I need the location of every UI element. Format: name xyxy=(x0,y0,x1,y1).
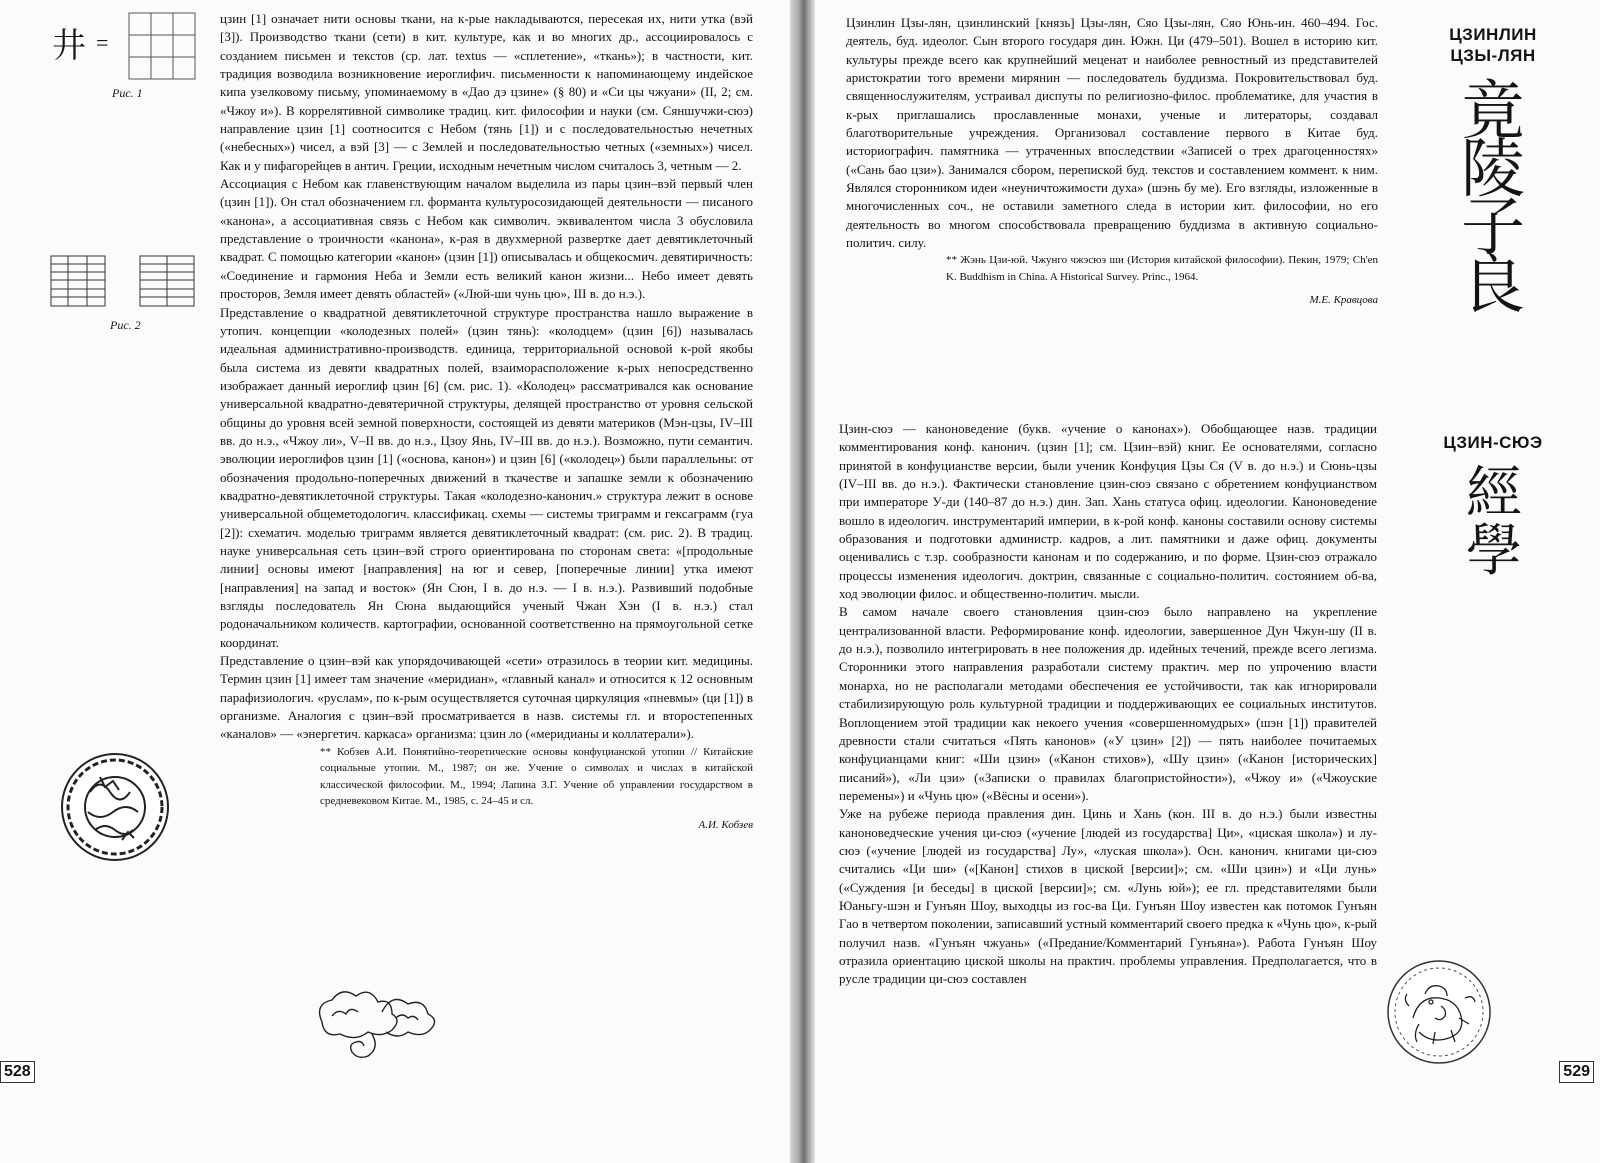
entry-tszin-syue-column xyxy=(839,420,1377,989)
entry-tszinlin-column xyxy=(846,14,1378,310)
running-head-line: ЦЗИН-СЮЭ xyxy=(1443,433,1543,452)
paragraph: Представление о цзин–вэй как упорядочивающей «сети» отразилось в теории кит. медицины. Термин цзин [1] имеет там значение «меридиан», «главный канал» и относится к 12 основным парафизиологич. «руслам», по к-рым осуществляется суточная циркуляция «пневмы» (ци [1]) в организме. Аналогия с цзин–вэй просматривается в назв. системы гл. и второстепенных «каналов» — «энергетич. каркаса» организма: цзин ло («меридианы и коллатерали»). xyxy=(220,653,753,742)
chinese-character: 學 xyxy=(1466,519,1522,584)
cloud-ornament xyxy=(312,982,440,1062)
chinese-character: 子 xyxy=(1461,191,1525,265)
paragraph: В самом начале своего становления цзин-сюэ было направлено на укрепление централизованной власти. Реформирование конф. идеологии, завершенное Дун Чжун-шу (II в. до н.э.), позволило интегрировать в нее положения др. идейных течений, прежде всего легизма. Сторонники этого направления разработали систему практич. мер по упрочению власти монарха, но не располагали методами обеспечения ее устойчивости, так как игнорировали стабилизирующую роль культурной традиции и поддерживающих ее социальных институтов. Воплощением этой традиции как некоего учения «совершенномудрых» (шэн [1]) правителей древности стали считаться «Пять канонов» («У цзин» [2]) — пять наиболее почитаемых конфуцианцами книг: «Ши цзин» («Канон стихов»), «Шу цзин» («Канон [исторических] писаний»), «Ли цзи» («Записки о правилах благопристойности»), «Чжоу и» («Чжоуские перемены») и «Чунь цю» («Вёсны и осени»). xyxy=(839,604,1377,803)
left-text-column xyxy=(220,10,753,834)
page-number: 528 xyxy=(0,1061,35,1083)
chinese-character: 良 xyxy=(1461,249,1525,323)
paragraph: Ассоциация с Небом как главенствующим началом выделила из пары цзин–вэй первый член (цзин [1]). Он стал обозначением гл. форманта культуросозидающей деятельности — писаного «канона», а ассоциативная связь с Небом как символич. эквивалентом числа 3 обусловила представление о троичности «канона», к-рая в двухмерной развертке дает девятиклеточный квадрат. С помощью категории «канон» (цзин [1]) описывалась и общекосмич. девятиричность: «Соединение и гармония Неба и Земли есть великий канон жизни... Небо имеет девять простоpов, Земля имеет девять областей» («Люй-ши чунь цю», III в. до н.э.). xyxy=(220,176,753,302)
chinese-characters-tszin-syue xyxy=(1449,461,1539,584)
chinese-character: 經 xyxy=(1466,461,1522,526)
bibliography: ** Жэнь Цзи-юй. Чжунго чжэсюэ ши (История китайской философии). Пекин, 1979; Ch'en K. Buddhism in China. A Historical Survey. Princ., 1964. xyxy=(946,254,1378,283)
dragon-medallion-ornament xyxy=(1385,958,1493,1066)
paragraph: Представление о квадратной девятиклеточной структуре пространства нашло выражение в утопич. концепции «колодезных полей» (цзин тянь): «колодцем» (цзин [6]) называлась идеальная административно-производств. единица, территориальной основой к-рой якобы была система из девяти квадратных полей, взаиморасположение к-рых непосредственно изображает данный иероглиф цзин [6] (см. рис. 1). «Колодец» рассматривался как основание универсальной квадратно-девятеричной структуры, делящей пространство от уровня сельской общины до уровня всей земной поверхности, состоящей из девяти материков (Мэн-цзы, IV–III вв. до н.э., «Чжоу ли», V–II вв. до н.э., Цзоу Янь, IV–III вв. до н.э.). Возможно, пути семантич. эволюции иероглифов цзин [1] («основа, канон») и цзин [6] («колодец») были параллельны: от обозначения продольно-поперечных движений в ткачестве и запашке земли к обозначению квадратно-девятиклеточной структуры. Такая «колодезно-канонич.» структура лежит в основе универсальной общеметодологич. классификац. схемы — системы триграмм и гексаграмм (гуа [2]): схематич. моделью триграмм является девятиклеточный квадрат: (см. рис. 2). В традиц. науке универсальная сеть цзин–вэй строго ориентирована по сторонам света: «[продольные линии] основы имеют [направления] на юг и север, [поперечные линии] утка имеют [направления] на запад и восток» (Ян Сюн, I в. до н.э. — I в. н.э.). Развивший подобные взгляды последователь Ян Сюна выдающийся ученый Чжан Хэн (I в. н.э.) стал родоначальником количеств. картографии, основанной соответственно на прямоугольной сетке координат. xyxy=(220,304,753,650)
paragraph: Цзин-сюэ — каноноведение (букв. «учение о канонах»). Обобщающее назв. традиции комментирования конф. канонич. (цзин [1]; см. Цзин–вэй) книг. Ее основателями, согласно принятой в конфуцианстве версии, были ученик Конфуция Цзы Ся (V в. до н.э.) и Сюнь-цзы (IV–III вв. до н.э.). Фактически становление цзин-сюэ связано с обретением конфуцианством при императоре У-ди (140–87 до н.э.) дин. Зап. Хань статуса офиц. идеологии. Каноноведение вошло в идеологич. инструментарий империи, в к-рой конф. каноны составили основу системы образования и подготовки администр. кадров, а лит. памятники и даже офиц. документы оценивались с т.зр. сообразности канонам и по содержанию, и по форме. Цзин-сюэ отражало процессы изменения идеологич. доктрин, связанные с социально-политич. состоянием об-ва, ход эволюции филос. и общественно-политич. мысли. xyxy=(839,421,1377,602)
round-seal-ornament xyxy=(60,752,170,862)
running-head-tszinlin xyxy=(1393,24,1593,66)
book-gutter xyxy=(790,0,815,1163)
figure2-caption: Рис. 2 xyxy=(110,318,141,332)
left-page xyxy=(0,0,790,1163)
author-signature: А.И. Кобзев xyxy=(698,818,753,831)
running-head-tszin-syue xyxy=(1393,432,1593,453)
paragraph: цзин [1] означает нити основы ткани, на к-рые накладываются, пересекая их, нити утка (вэй [3]). Производство ткани (сети) в кит. культуре, как и во многих др., ассоциировалось с созданием письмен и текстов (ср. лат. textus — «сплетение», «ткань»); в частности, кит. традиция возводила возникновение иероглифич. письменности к напоминающему индейское кипа узелковому письму, упоминаемому в «Дао дэ цзине» (§ 80) и «Си цы чжуани» (II, 2; см. «Чжоу и»). В коррелятивной символике традиц. кит. философии и науки (см. Сяншучжи-сюэ) направление цзин [1] соотносится с Небом (тянь [1]) и с последовательностью нечетных («небесных») чисел, а вэй [3] — с Землей и последовательностью четных («земных») чисел. Как и у пифагорейцев в антич. Греции, исходным нечетным числом считалось 3, четным — 2. xyxy=(220,11,753,173)
right-page xyxy=(815,0,1600,1163)
chinese-character: 陵 xyxy=(1461,133,1525,207)
figure1-caption: Рис. 1 xyxy=(112,86,143,100)
jing-character: 井 xyxy=(52,26,86,66)
running-head-line: ЦЗЫ-ЛЯН xyxy=(1450,46,1536,65)
page-number: 529 xyxy=(1559,1061,1594,1083)
bibliography: ** Кобзев А.И. Понятийно-теоретические основы конфуцианской утопии // Китайские социальные утопии. М., 1987; он же. Учение о символах и числах в китайской классической философии. М., 1994; Лапина З.Г. Учение об управлении государством в средневековом Китае. М., 1985, с. 24–45 и сл. xyxy=(320,745,753,808)
equals-sign: = xyxy=(96,30,109,55)
paragraph: Цзинлин Цзы-лян, цзинлинский [князь] Цзы-лян, Сяо Цзы-лян, Сяо Юнь-ин. 460–494. Гос. деятель, буд. идеолог. Сын второго государя дин. Южн. Ци (479–501). Вошел в историю кит. культуры прежде всего как крупнейший меценат и наиболее ревностный из представителей аристократии того времени мирянин — последователь буддизма. Покровительствовал буд. священнослужителям, устраивал диспуты по религиозно-филос. проблематике, для участия в к-рых приглашались прославленные монахи, ученые и литераторы, создавал благотворительные учреждения. Организовал составление первого в Китае буд. историографич. памятника — утраченных впоследствии «Записей о трех драгоценностях» («Сань бао цзи»). Занимался сбором, перепиской буд. текстов и составлением коммент. к ним. Являлся сторонником идеи «неуничтожимости духа» (шэнь бу ме). Его взгляды, изложенные в многочисленных соч., не оставили заметного следа в истории кит. философии, но его деятельность во многом способствовала превращению буддизма в активную социально-политич. силу. xyxy=(846,15,1378,251)
author-signature: М.Е. Кравцова xyxy=(1309,294,1378,307)
chinese-character: 竟 xyxy=(1461,75,1525,149)
figure2-trigram-grids xyxy=(50,255,200,307)
chinese-characters-tszinlin xyxy=(1445,75,1541,323)
paragraph: Уже на рубеже периода правления дин. Цинь и Хань (кон. III в. до н.э.) были известны каноноведческие учения ци-сюэ («учение [людей из государства] Ци», «циская школа») и лу-сюэ («учение [людей из государства] Лу», «луская школа»). Осн. канонич. книгами ци-сюэ считались «Ци ши» («[Канон] стихов в циской [версии]»; см. «Ши цзин») и «Ци лунь» («Суждения [и беседы] в циской [версии]»; см. «Лунь юй»); ее гл. представителями были Юаньгу-шэн и Гунъян Шоу, выходцы из гос-ва Ци. Гунъян Шоу известен как потомок Гунъян Гао в четвертом поколении, записавший устный комментарий своего предка к «Чунь цю», к-рый получил назв. «Гунъян чжуань» («Предание/Комментарий Гунъяна»). Работа Гунъян Шоу отразила ориентацию циской школы на практич. проблемы управления. Предполагается, что в русле традиции ци-сюэ составлен xyxy=(839,806,1377,987)
running-head-line: ЦЗИНЛИН xyxy=(1449,25,1537,44)
figure1-nine-square-grid xyxy=(128,12,196,80)
